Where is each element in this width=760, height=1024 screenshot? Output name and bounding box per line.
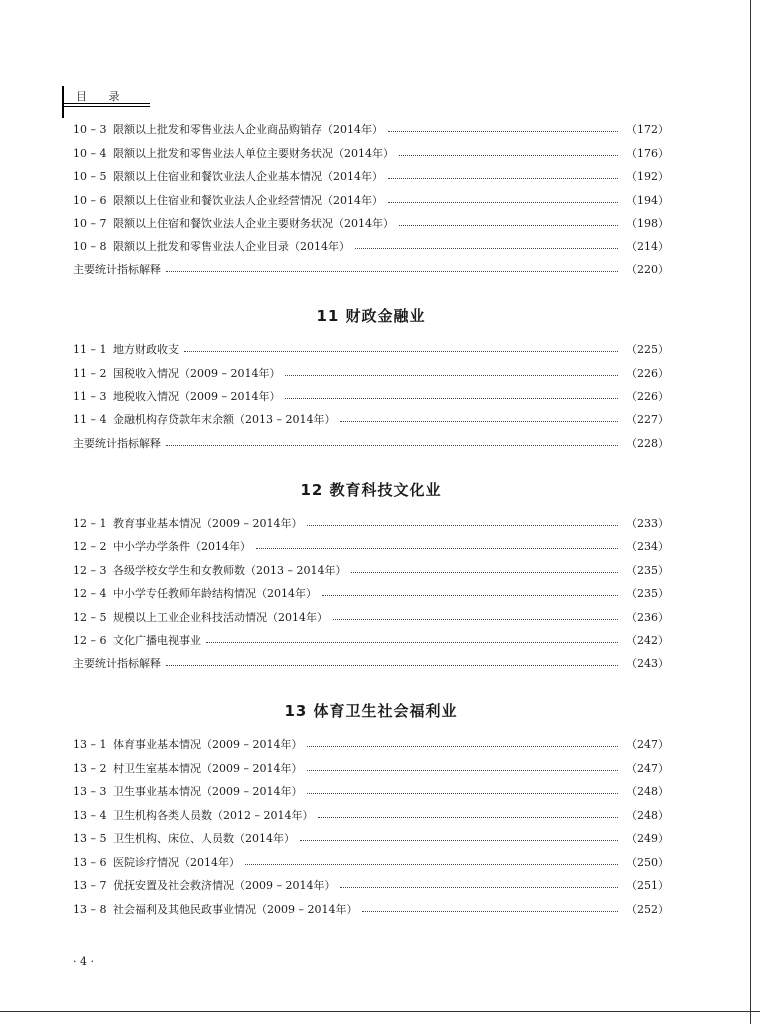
entry-title: 限额以上住宿业和餐饮业法人企业经营情况（2014年） xyxy=(113,194,383,207)
entry-page: （225） xyxy=(626,343,669,356)
toc-entry[interactable] xyxy=(73,436,669,452)
entry-page: （236） xyxy=(626,611,669,624)
leader-dots xyxy=(285,373,618,376)
toc-entry[interactable] xyxy=(73,366,669,382)
toc-entry[interactable] xyxy=(73,878,669,894)
toc-entry[interactable] xyxy=(73,216,669,232)
entry-page: （242） xyxy=(626,634,669,647)
toc-entry[interactable] xyxy=(73,831,669,847)
entry-title: 村卫生室基本情况（2009 – 2014年） xyxy=(113,762,303,775)
toc-entry[interactable] xyxy=(73,516,669,532)
entry-title: 地税收入情况（2009 – 2014年） xyxy=(113,390,281,403)
entry-code: 10 – 3 xyxy=(73,123,107,136)
entry-page: （198） xyxy=(626,217,669,230)
entry-title: 限额以上批发和零售业法人企业商品购销存（2014年） xyxy=(113,123,383,136)
entry-code: 13 – 4 xyxy=(73,809,107,822)
entry-title: 限额以上住宿和餐饮业法人企业主要财务状况（2014年） xyxy=(113,217,394,230)
toc-entry[interactable] xyxy=(73,146,669,162)
leader-dots xyxy=(355,246,618,249)
entry-title: 地方财政收支 xyxy=(113,343,179,356)
toc-entry[interactable] xyxy=(73,342,669,358)
toc-entry[interactable] xyxy=(73,586,669,602)
entry-code: 10 – 6 xyxy=(73,194,107,207)
entry-code: 13 – 3 xyxy=(73,785,107,798)
entry-code: 13 – 5 xyxy=(73,832,107,845)
entry-page: （192） xyxy=(626,170,669,183)
entry-page: （247） xyxy=(626,762,669,775)
section-title: 13 体育卫生社会福利业 xyxy=(284,702,458,720)
leader-dots xyxy=(399,153,618,156)
entry-title: 优抚安置及社会救济情况（2009 – 2014年） xyxy=(113,879,336,892)
leader-dots xyxy=(307,523,618,526)
entry-page: （227） xyxy=(626,413,669,426)
entry-title: 社会福利及其他民政事业情况（2009 – 2014年） xyxy=(113,903,358,916)
entry-code: 12 – 6 xyxy=(73,634,107,647)
entry-page: （172） xyxy=(626,123,669,136)
leader-dots xyxy=(206,640,618,643)
entry-code: 12 – 5 xyxy=(73,611,107,624)
entry-title: 卫生事业基本情况（2009 – 2014年） xyxy=(113,785,303,798)
entry-code: 10 – 7 xyxy=(73,217,107,230)
leader-dots xyxy=(166,269,618,272)
leader-dots xyxy=(307,791,618,794)
running-head-bar xyxy=(62,86,64,118)
leader-dots xyxy=(184,349,618,352)
entry-page: （248） xyxy=(626,809,669,822)
entry-code: 12 – 3 xyxy=(73,564,107,577)
leader-dots xyxy=(399,223,618,226)
running-head-rule xyxy=(62,106,150,107)
entry-page: （247） xyxy=(626,738,669,751)
leader-dots xyxy=(388,129,618,132)
entry-code: 10 – 4 xyxy=(73,147,107,160)
leader-dots xyxy=(285,396,618,399)
entry-code: 13 – 8 xyxy=(73,903,107,916)
section-title: 11 财政金融业 xyxy=(316,307,426,325)
entry-page: （250） xyxy=(626,856,669,869)
entry-title: 医院诊疗情况（2014年） xyxy=(113,856,240,869)
leader-dots xyxy=(166,663,618,666)
leader-dots xyxy=(362,909,618,912)
entry-title: 主要统计指标解释 xyxy=(73,657,161,670)
entry-code: 12 – 4 xyxy=(73,587,107,600)
section-title: 12 教育科技文化业 xyxy=(300,481,442,499)
entry-page: （233） xyxy=(626,517,669,530)
toc-entry[interactable] xyxy=(73,389,669,405)
entry-code: 12 – 2 xyxy=(73,540,107,553)
entry-code: 13 – 2 xyxy=(73,762,107,775)
entry-title: 卫生机构、床位、人员数（2014年） xyxy=(113,832,295,845)
leader-dots xyxy=(340,419,618,422)
entry-page: （251） xyxy=(626,879,669,892)
entry-page: （252） xyxy=(626,903,669,916)
leader-dots xyxy=(245,862,618,865)
toc-entry[interactable] xyxy=(73,610,669,626)
entry-code: 12 – 1 xyxy=(73,517,107,530)
toc-entry[interactable] xyxy=(73,784,669,800)
running-head xyxy=(62,84,152,124)
entry-page: （249） xyxy=(626,832,669,845)
entry-title: 教育事业基本情况（2009 – 2014年） xyxy=(113,517,303,530)
entry-page: （235） xyxy=(626,564,669,577)
entry-title: 限额以上批发和零售业法人企业目录（2014年） xyxy=(113,240,350,253)
toc-entry[interactable] xyxy=(73,902,669,918)
entry-code: 11 – 2 xyxy=(73,367,107,380)
entry-code: 11 – 4 xyxy=(73,413,107,426)
entry-title: 主要统计指标解释 xyxy=(73,263,161,276)
entry-title: 文化广播电视事业 xyxy=(113,634,201,647)
leader-dots xyxy=(300,838,618,841)
leader-dots xyxy=(333,617,618,620)
entry-page: （226） xyxy=(626,390,669,403)
running-head-rule xyxy=(62,103,150,104)
entry-code: 11 – 1 xyxy=(73,343,107,356)
toc-entry[interactable] xyxy=(73,262,669,278)
page-border-bottom xyxy=(0,1011,760,1012)
entry-title: 主要统计指标解释 xyxy=(73,437,161,450)
leader-dots xyxy=(351,570,618,573)
toc-entry[interactable] xyxy=(73,122,669,138)
leader-dots xyxy=(307,768,618,771)
toc-entry[interactable] xyxy=(73,633,669,649)
leader-dots xyxy=(388,200,618,203)
leader-dots xyxy=(322,593,618,596)
entry-page: （194） xyxy=(626,194,669,207)
toc-entry[interactable] xyxy=(73,737,669,753)
toc-entry[interactable] xyxy=(73,761,669,777)
entry-title: 各级学校女学生和女教师数（2013 – 2014年） xyxy=(113,564,347,577)
entry-code: 13 – 6 xyxy=(73,856,107,869)
entry-title: 中小学专任教师年龄结构情况（2014年） xyxy=(113,587,317,600)
entry-page: （235） xyxy=(626,587,669,600)
toc-entry[interactable] xyxy=(73,239,669,255)
leader-dots xyxy=(340,885,618,888)
entry-code: 10 – 8 xyxy=(73,240,107,253)
running-head-label: 目 录 xyxy=(76,90,129,103)
toc-entry[interactable] xyxy=(73,169,669,185)
page-border-right xyxy=(750,0,751,1024)
entry-page: （243） xyxy=(626,657,669,670)
toc-entry[interactable] xyxy=(73,563,669,579)
entry-title: 限额以上批发和零售业法人单位主要财务状况（2014年） xyxy=(113,147,394,160)
entry-title: 金融机构存贷款年末余额（2013 – 2014年） xyxy=(113,413,336,426)
toc-entry[interactable] xyxy=(73,808,669,824)
leader-dots xyxy=(166,443,618,446)
toc-entry[interactable] xyxy=(73,656,669,672)
entry-page: （220） xyxy=(626,263,669,276)
entry-title: 规模以上工业企业科技活动情况（2014年） xyxy=(113,611,328,624)
entry-title: 中小学办学条件（2014年） xyxy=(113,540,251,553)
entry-code: 13 – 7 xyxy=(73,879,107,892)
leader-dots xyxy=(318,815,618,818)
toc-entry[interactable] xyxy=(73,193,669,209)
entry-page: （176） xyxy=(626,147,669,160)
leader-dots xyxy=(256,546,618,549)
entry-title: 国税收入情况（2009 – 2014年） xyxy=(113,367,281,380)
entry-title: 卫生机构各类人员数（2012 – 2014年） xyxy=(113,809,314,822)
entry-page: （226） xyxy=(626,367,669,380)
entry-code: 11 – 3 xyxy=(73,390,107,403)
toc-entry[interactable] xyxy=(73,855,669,871)
entry-page: （234） xyxy=(626,540,669,553)
page-number: · 4 · xyxy=(73,955,94,968)
leader-dots xyxy=(388,176,618,179)
toc-entry[interactable] xyxy=(73,412,669,428)
entry-page: （214） xyxy=(626,240,669,253)
entry-page: （228） xyxy=(626,437,669,450)
entry-code: 10 – 5 xyxy=(73,170,107,183)
leader-dots xyxy=(307,744,618,747)
entry-page: （248） xyxy=(626,785,669,798)
entry-title: 限额以上住宿业和餐饮业法人企业基本情况（2014年） xyxy=(113,170,383,183)
entry-code: 13 – 1 xyxy=(73,738,107,751)
entry-title: 体育事业基本情况（2009 – 2014年） xyxy=(113,738,303,751)
toc-entry[interactable] xyxy=(73,539,669,555)
